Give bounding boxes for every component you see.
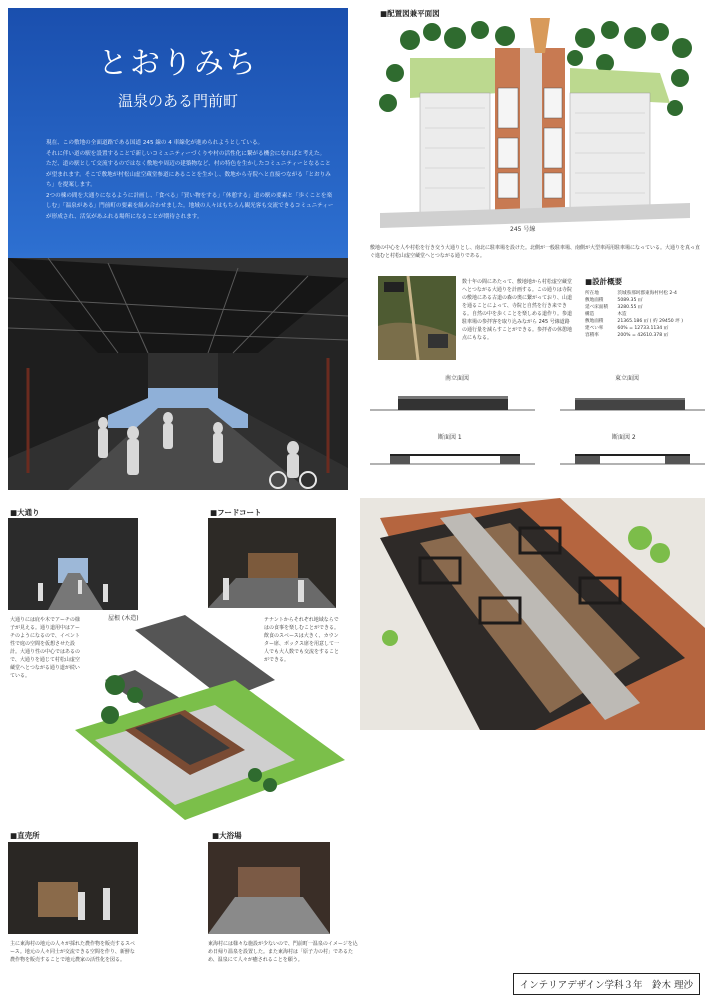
roof-label: 屋根 (木造) (108, 615, 139, 622)
main-street-render (8, 518, 138, 610)
row-value: 200% = 42610.378 ㎡ (617, 333, 669, 338)
table-row (585, 332, 703, 339)
food-court-text: テナントからそれぞれ地域ならではの食事を楽しむことができる。飲食のスペースは大きく、カウンター席、ボックス席を用意して一人でも大人数でも交流をすることができる。 (264, 617, 340, 663)
table-row (585, 290, 703, 297)
site-context-text: 数十年の間にあたって、敷地地から村松虚空蔵堂へとつながる大通りを計画する。この通りは寺院の敷地にある古道の森の奥に繋がっており、山道を通ることによって、寺院と自然を行き来できる。自然の中を歩くことを楽しめる道作り。参道駐車場の参拝客を取り込みながら 245 号線道路の通行量を減らすことができる。参拝者の休憩地点にもなる。 (462, 279, 573, 341)
food-court-heading: ■フードコート (210, 508, 262, 517)
row-value: 5089.35 ㎡ (617, 298, 643, 303)
section1-label: 断面図 1 (438, 434, 462, 441)
road-label: 245 号線 (510, 226, 536, 233)
bath-render (208, 842, 330, 934)
cover-paragraph: 2つの棟の間を大通りになるように計画し、「食べる」「買い物をする」「休憩する」道の駅の要素と「歩くことを楽しむ」「温泉がある」門前町の要素を組み合わせました。地域の人々はもちろん観光客も交流できるコミュニティーが形成され、活気があふれる場所になることが期待されます。 (46, 192, 334, 220)
main-street-heading: ■大通り (10, 508, 40, 517)
shop-render (8, 842, 138, 934)
cover-paragraph: 現在、この敷地の全面道路である国道 245 線の 4 車線化が進められようとしている。 (46, 140, 264, 146)
cover-paragraph: ただ、道の駅として交流するのではなく敷地や周辺の建築物など、村の特色を生かしたコミュニティーとなることが望まれます。そこで敷地が村松山虚空蔵堂参道にあることを生かし、数地から寺院へと直接つながる「とおりみち」を提案します。 (46, 161, 331, 188)
food-court-render (208, 518, 336, 608)
section2-label: 断面図 2 (612, 434, 636, 441)
bath-heading: ■大浴場 (212, 831, 242, 840)
aerial-photo (378, 276, 456, 360)
table-row (585, 325, 703, 332)
model-photo (360, 498, 705, 730)
row-label: 延べ床面積 (585, 305, 608, 310)
row-value: 21365.186 ㎡ ( 約 29450 坪 ) (617, 319, 683, 324)
table-row (585, 311, 703, 318)
cover-panel (8, 8, 348, 490)
street-perspective-render (8, 258, 348, 490)
cover-paragraph: それに伴い道の駅を設置することで新しいコミュニティーづくりや村の活性化に繋がる機会になればと考えた。 (46, 150, 326, 157)
site-caption: 敷地の中心を人や村松を行き交う大通りとし、南北に駐車場を設けた。北側が一般駐車場、南側が大型車両用駐車場になっている。大通りを真っ直ぐ進むと村松山虚空蔵堂へとつながる通りである。 (370, 245, 701, 259)
bath-text: 東海村には様々な施設が少ないので、門前町一温泉のイメージを込め日帰り温泉を設置した。また東海村は「原子力の村」であるため、温泉にて人々が癒されることを願う。 (208, 941, 358, 963)
shop-heading: ■直売所 (10, 831, 40, 840)
cover-subtitle: 温泉のある門前町 (117, 92, 238, 110)
cover-title: とおりみち (98, 46, 258, 81)
south-elevation-label: 南立面図 (445, 375, 470, 382)
row-value: 茨城県那珂郡東海村村松 2-4 (617, 291, 677, 296)
shop-text: 主に東海村の地元の人々が採れた農作物を販売するスペース。地元の人々同士が交流できる空間を作り、新鮮な農作物を販売することで地元農家の活性化を図る。 (10, 941, 136, 963)
site-plan-heading: ■配置図兼平面図 (380, 9, 440, 18)
section-drawings (370, 448, 705, 470)
exploded-axonometric (75, 610, 345, 840)
table-row (585, 297, 703, 304)
row-value: 60% = 12733.1134 ㎡ (617, 326, 669, 331)
elevation-drawings (370, 388, 705, 418)
table-row (585, 318, 703, 325)
cover-text (46, 138, 336, 222)
table-row (585, 304, 703, 311)
row-label: 構造 (585, 312, 595, 317)
overview-heading: ■設計概要 (585, 277, 623, 286)
main-street-text: 大通りには庇や木でアーチの様子が見える。通り道用中はアーチのようになるので、イベント性で庭の空間を仮想させた設計。大通り性の中心ではあるので、大通りを通じて村松山虚空蔵堂へとつながる通り道が続いている。 (10, 617, 81, 679)
row-label: 容積率 (585, 333, 599, 338)
row-label: 敷地面積 (585, 298, 604, 303)
site-plan-drawing (370, 18, 700, 233)
author-label: インテリアデザイン学科３年 鈴木 理沙 (513, 973, 700, 995)
row-value: 木造 (617, 312, 627, 317)
overview-table (585, 290, 703, 339)
row-label: 所在地 (585, 291, 599, 296)
row-label: 建ぺい率 (585, 326, 604, 331)
east-elevation-label: 東立面図 (615, 375, 640, 382)
row-label: 敷地面積 (585, 319, 604, 324)
row-value: 3280.55 ㎡ (617, 305, 643, 310)
